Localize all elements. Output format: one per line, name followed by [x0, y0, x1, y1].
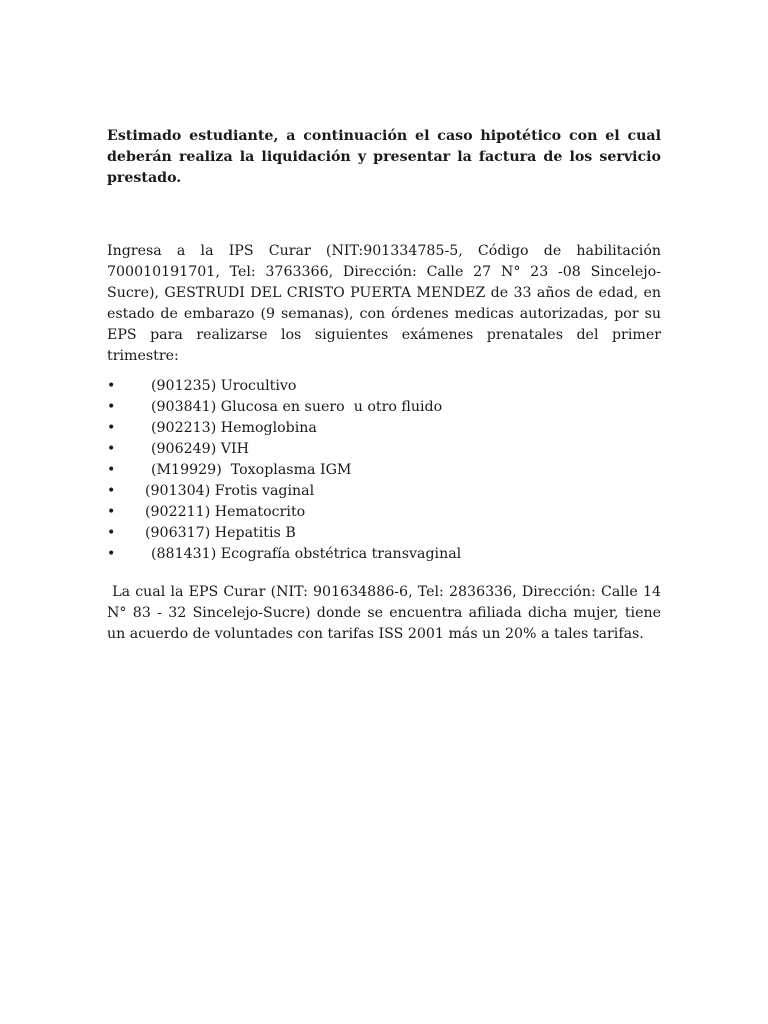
document-page: [107, 126, 666, 645]
bullet-icon: •: [107, 546, 116, 562]
list-item: [107, 418, 661, 439]
list-item: [107, 544, 661, 565]
exam-name: Urocultivo: [220, 378, 297, 394]
exam-name: Hepatitis B: [214, 525, 296, 541]
exam-code: (881431): [151, 546, 217, 562]
exam-code: (906317): [145, 525, 211, 541]
exam-code: (902211): [145, 504, 211, 520]
exam-code: (901304): [145, 483, 211, 499]
exam-name: Ecografía obstétrica transvaginal: [220, 546, 462, 562]
list-item: [107, 439, 661, 460]
list-item: [107, 460, 661, 481]
bullet-icon: •: [107, 525, 116, 541]
exam-code: (906249): [151, 441, 217, 457]
intro-paragraph: Estimado estudiante, a continuación el caso hipotético con el cual deberán realiza la liquidación y presentar la factura de los servicio prestado.: [107, 128, 661, 186]
bullet-icon: •: [107, 483, 116, 499]
exam-name: Hematocrito: [214, 504, 306, 520]
exam-name: Toxoplasma IGM: [226, 462, 352, 478]
exam-code: (902213): [151, 420, 217, 436]
list-item: [107, 376, 661, 397]
exam-name: Hemoglobina: [220, 420, 317, 436]
bullet-icon: •: [107, 462, 116, 478]
bullet-icon: •: [107, 441, 116, 457]
exam-code: (903841): [151, 399, 217, 415]
exam-code: (901235): [151, 378, 217, 394]
exam-name: VIH: [220, 441, 249, 457]
bullet-icon: •: [107, 420, 116, 436]
agreement-paragraph: La cual la EPS Curar (NIT: 901634886-6, Tel: 2836336, Dirección: Calle 14 N° 83 - 32 Sincelejo-Sucre) donde se encuentra afiliada dicha mujer, tiene un acuerdo de voluntades con tarifas ISS 2001 más un 20% a tales tarifas.: [107, 584, 666, 642]
exam-name: Frotis vaginal: [214, 483, 315, 499]
bullet-icon: •: [107, 504, 116, 520]
exam-list: [107, 376, 661, 565]
list-item: [107, 502, 661, 523]
list-item: [107, 523, 661, 544]
exam-code: (M19929): [151, 462, 222, 478]
exam-name: Glucosa en suero u otro fluido: [220, 399, 443, 415]
list-item: [107, 397, 661, 418]
list-item: [107, 481, 661, 502]
case-paragraph: Ingresa a la IPS Curar (NIT:901334785-5, Código de habilitación 700010191701, Tel: 3763366, Dirección: Calle 27 N° 23 -08 Sincelejo-Sucre), GESTRUDI DEL CRISTO PUERTA MENDEZ de 33 años de edad, en estado de embarazo (9 semanas), con órdenes medicas autorizadas, por su EPS para realizarse los siguientes exámenes prenatales del primer trimestre:: [107, 243, 661, 364]
bullet-icon: •: [107, 378, 116, 394]
bullet-icon: •: [107, 399, 116, 415]
